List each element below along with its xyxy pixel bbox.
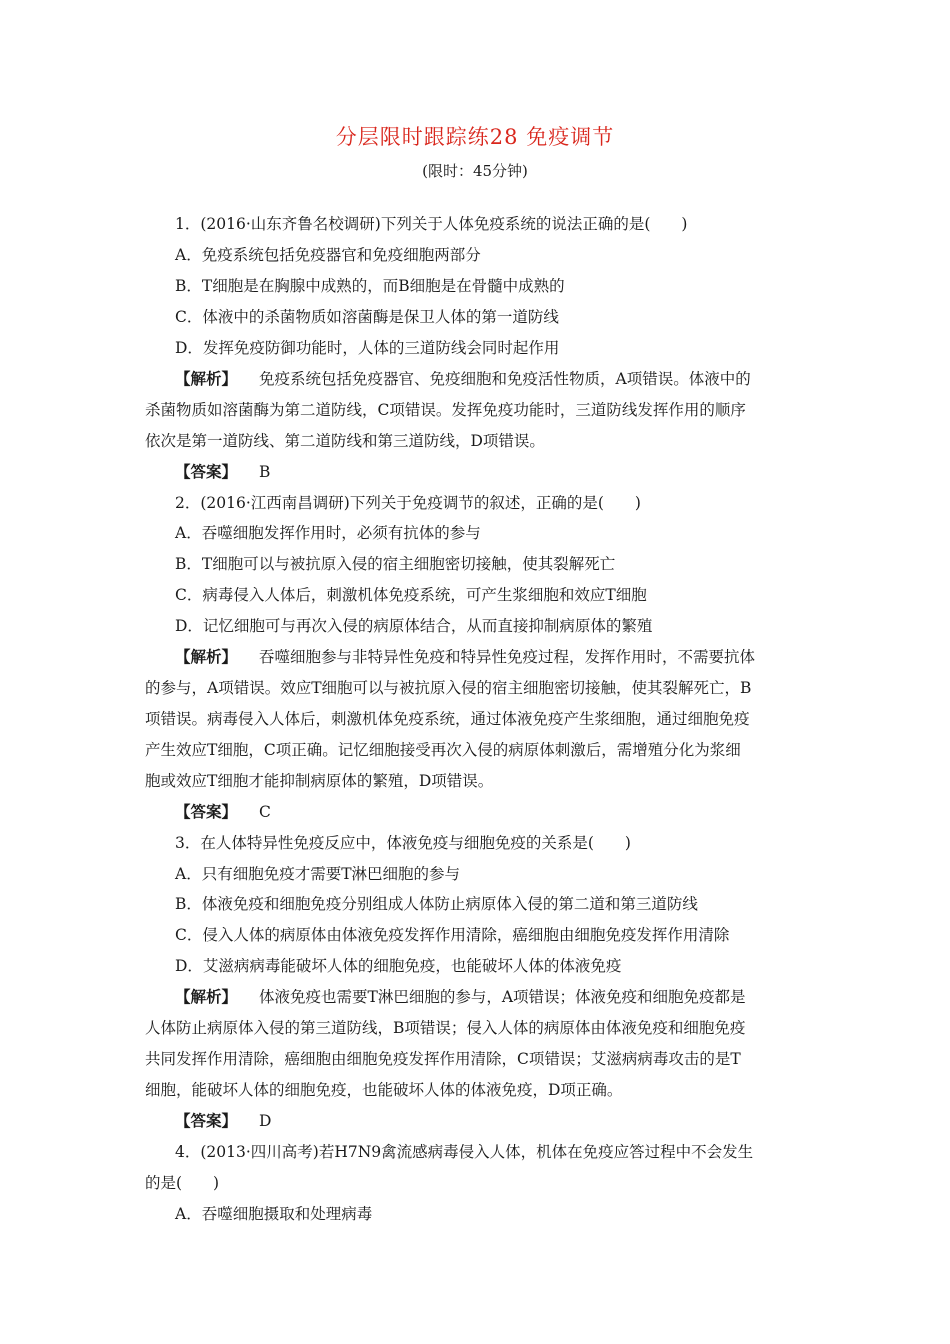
analysis-tag: 【解析】 [175, 369, 238, 388]
question-3-stem: 3．在人体特异性免疫反应中，体液免疫与细胞免疫的关系是( ) [175, 834, 631, 852]
question-2-option-b: B．T细胞可以与被抗原入侵的宿主细胞密切接触，使其裂解死亡 [175, 555, 616, 573]
question-2-option-d: D．记忆细胞可与再次入侵的病原体结合，从而直接抑制病原体的繁殖 [175, 617, 653, 635]
question-1-option-d: D．发挥免疫防御功能时，人体的三道防线会同时起作用 [175, 339, 560, 357]
question-1-option-a: A．免疫系统包括免疫器官和免疫细胞两部分 [175, 246, 481, 264]
analysis-text: 项错误。病毒侵入人体后，刺激机体免疫系统，通过体液免疫产生浆细胞，通过细胞免疫 [145, 710, 750, 728]
question-1-stem: 1．(2016·山东齐鲁名校调研)下列关于人体免疫系统的说法正确的是( ) [175, 215, 688, 233]
answer-tag: 【答案】 [175, 1111, 238, 1130]
answer-tag: 【答案】 [175, 462, 238, 481]
question-4-option-a: A．吞噬细胞摄取和处理病毒 [175, 1205, 373, 1223]
question-3-option-a: A．只有细胞免疫才需要T淋巴细胞的参与 [175, 865, 461, 883]
question-2-analysis [175, 647, 815, 667]
answer-value: B [259, 463, 271, 481]
analysis-text: 人体防止病原体入侵的第三道防线，B项错误；侵入人体的病原体由体液免疫和细胞免疫 [145, 1019, 746, 1037]
answer-value: C [259, 803, 271, 821]
analysis-text: 杀菌物质如溶菌酶为第二道防线，C项错误。发挥免疫功能时，三道防线发挥作用的顺序 [145, 401, 746, 419]
question-2-option-a: A．吞噬细胞发挥作用时，必须有抗体的参与 [175, 524, 481, 542]
question-1-analysis [175, 369, 815, 389]
question-3-option-c: C．侵入人体的病原体由体液免疫发挥作用清除，癌细胞由细胞免疫发挥作用清除 [175, 926, 730, 944]
analysis-text: 共同发挥作用清除，癌细胞由细胞免疫发挥作用清除，C项错误；艾滋病病毒攻击的是T [145, 1050, 741, 1068]
question-1-answer [175, 462, 815, 482]
question-2-option-c: C．病毒侵入人体后，刺激机体免疫系统，可产生浆细胞和效应T细胞 [175, 586, 647, 604]
question-2-stem: 2．(2016·江西南昌调研)下列关于免疫调节的叙述，正确的是( ) [175, 494, 641, 512]
analysis-text: 细胞，能破坏人体的细胞免疫，也能破坏人体的体液免疫，D项正确。 [145, 1081, 623, 1099]
analysis-text: 体液免疫也需要T淋巴细胞的参与，A项错误；体液免疫和细胞免疫都是 [259, 988, 746, 1006]
question-3-analysis [175, 987, 815, 1007]
question-4-stem: 4．(2013·四川高考)若H7N9禽流感病毒侵入人体，机体在免疫应答过程中不会发生 [175, 1143, 754, 1161]
question-3-option-d: D．艾滋病病毒能破坏人体的细胞免疫，也能破坏人体的体液免疫 [175, 957, 622, 975]
page-title: 分层限时跟踪练28 免疫调节 [335, 125, 615, 149]
analysis-text: 依次是第一道防线、第二道防线和第三道防线，D项错误。 [145, 432, 545, 450]
question-3-answer [175, 1111, 815, 1131]
analysis-tag: 【解析】 [175, 987, 238, 1006]
analysis-tag: 【解析】 [175, 647, 238, 666]
question-1-option-c: C．体液中的杀菌物质如溶菌酶是保卫人体的第一道防线 [175, 308, 559, 326]
question-1-option-b: B．T细胞是在胸腺中成熟的，而B细胞是在骨髓中成熟的 [175, 277, 565, 295]
answer-value: D [259, 1112, 272, 1130]
question-4-stem-cont: 的是( ) [145, 1174, 220, 1192]
analysis-text: 产生效应T细胞，C项正确。记忆细胞接受再次入侵的病原体刺激后，需增殖分化为浆细 [145, 741, 741, 759]
time-limit: (限时：45分钟) [422, 162, 528, 180]
analysis-text: 吞噬细胞参与非特异性免疫和特异性免疫过程，发挥作用时，不需要抗体 [259, 648, 756, 666]
analysis-text: 免疫系统包括免疫器官、免疫细胞和免疫活性物质，A项错误。体液中的 [259, 370, 751, 388]
question-3-option-b: B．体液免疫和细胞免疫分别组成人体防止病原体入侵的第二道和第三道防线 [175, 895, 698, 913]
question-2-answer [175, 802, 815, 822]
analysis-text: 的参与，A项错误。效应T细胞可以与被抗原入侵的宿主细胞密切接触，使其裂解死亡，B [145, 679, 752, 697]
analysis-text: 胞或效应T细胞才能抑制病原体的繁殖，D项错误。 [145, 772, 494, 790]
answer-tag: 【答案】 [175, 802, 238, 821]
